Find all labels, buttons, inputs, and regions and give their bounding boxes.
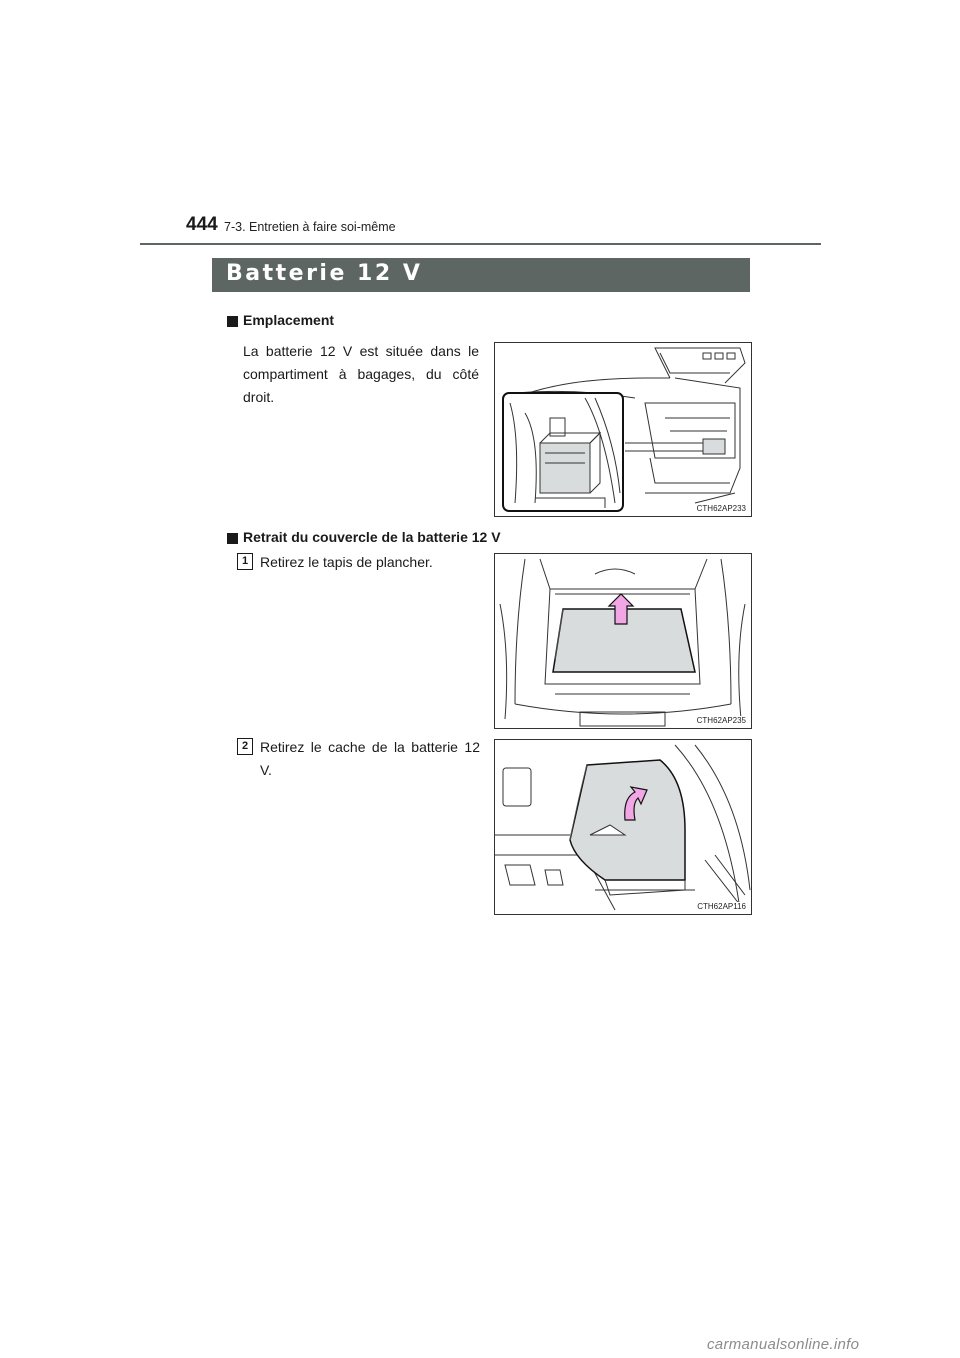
figure-code: CTH62AP116: [697, 902, 746, 911]
page-number: 444: [186, 214, 218, 235]
header-rule: [140, 243, 821, 245]
removal-heading: Retrait du couvercle de la batterie 12 V: [243, 529, 501, 545]
step-number-badge: 1: [237, 553, 253, 570]
battery-location-figure: [494, 342, 752, 517]
car-rear-battery-illustration: [495, 343, 751, 516]
step-2-text: Retirez le cache de la batterie 12 V.: [260, 739, 480, 778]
floor-mat-figure: [494, 553, 752, 729]
battery-cover-illustration: [495, 740, 751, 914]
square-bullet-icon: [227, 533, 238, 544]
luggage-compartment-illustration: [495, 554, 751, 728]
step-1-text: Retirez le tapis de plancher.: [260, 554, 433, 570]
figure-code: CTH62AP235: [696, 716, 746, 725]
location-heading: Emplacement: [243, 312, 335, 328]
page-title: Batterie 12 V: [226, 261, 423, 286]
square-bullet-icon: [227, 316, 238, 327]
battery-cover-figure: [494, 739, 752, 915]
section-reference: 7-3. Entretien à faire soi-même: [224, 220, 396, 234]
watermark: carmanualsonline.info: [707, 1336, 860, 1353]
figure-code: CTH62AP233: [696, 504, 746, 513]
location-text: La batterie 12 V est située dans le compartiment à bagages, du côté droit.: [243, 343, 479, 405]
step-number-badge: 2: [237, 738, 253, 755]
